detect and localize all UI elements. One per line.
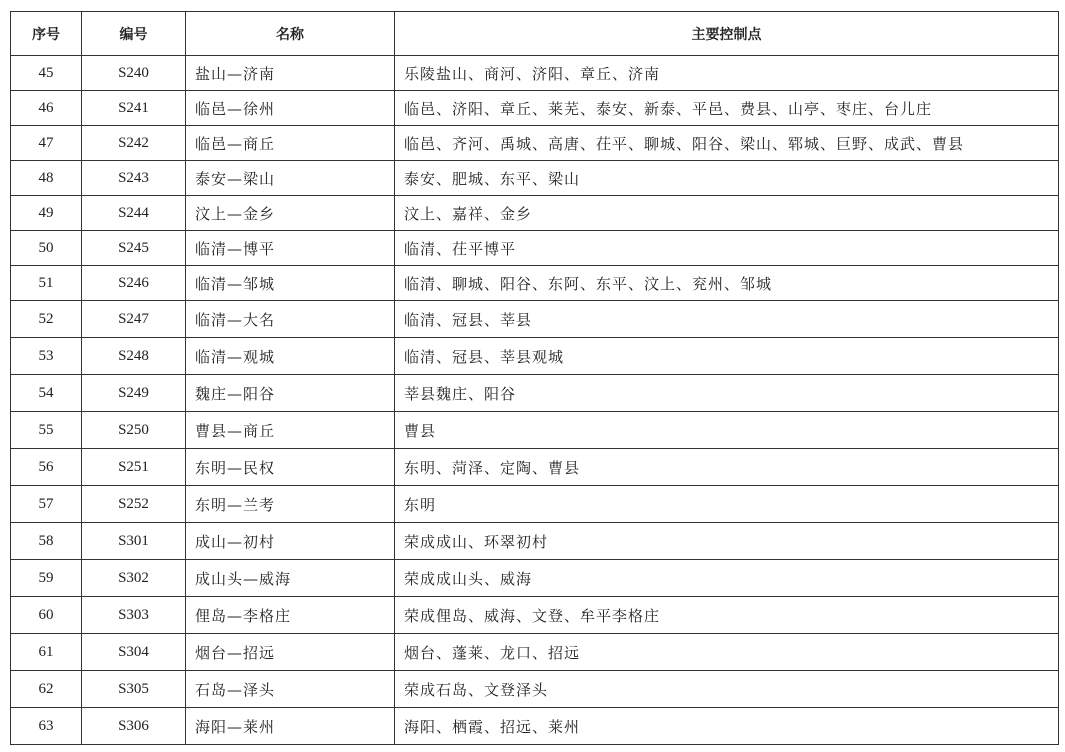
cell-name: 成山—初村 xyxy=(186,523,395,560)
cell-code: S306 xyxy=(82,708,186,745)
table-row xyxy=(11,708,1059,745)
cell-name: 魏庄—阳谷 xyxy=(186,375,395,412)
header-points: 主要控制点 xyxy=(395,12,1059,56)
cell-code: S245 xyxy=(82,231,186,266)
cell-no: 57 xyxy=(11,486,82,523)
cell-name: 汶上—金乡 xyxy=(186,196,395,231)
cell-no: 45 xyxy=(11,56,82,91)
cell-name: 盐山—济南 xyxy=(186,56,395,91)
cell-code: S243 xyxy=(82,161,186,196)
cell-points: 荣成成山头、威海 xyxy=(395,560,1059,597)
cell-code: S246 xyxy=(82,266,186,301)
cell-no: 59 xyxy=(11,560,82,597)
cell-points: 曹县 xyxy=(395,412,1059,449)
cell-name: 俚岛—李格庄 xyxy=(186,597,395,634)
cell-no: 48 xyxy=(11,161,82,196)
cell-no: 49 xyxy=(11,196,82,231)
cell-code: S241 xyxy=(82,91,186,126)
cell-name: 临邑—徐州 xyxy=(186,91,395,126)
cell-no: 60 xyxy=(11,597,82,634)
cell-code: S304 xyxy=(82,634,186,671)
cell-points: 烟台、蓬莱、龙口、招远 xyxy=(395,634,1059,671)
table-row xyxy=(11,231,1059,266)
cell-no: 51 xyxy=(11,266,82,301)
cell-points: 荣成俚岛、威海、文登、牟平李格庄 xyxy=(395,597,1059,634)
cell-code: S249 xyxy=(82,375,186,412)
cell-points: 临邑、济阳、章丘、莱芜、泰安、新泰、平邑、费县、山亭、枣庄、台儿庄 xyxy=(395,91,1059,126)
cell-no: 58 xyxy=(11,523,82,560)
cell-points: 临清、聊城、阳谷、东阿、东平、汶上、兖州、邹城 xyxy=(395,266,1059,301)
cell-name: 海阳—莱州 xyxy=(186,708,395,745)
cell-code: S303 xyxy=(82,597,186,634)
header-name: 名称 xyxy=(186,12,395,56)
table-body xyxy=(11,56,1059,745)
table-row xyxy=(11,161,1059,196)
table-row xyxy=(11,486,1059,523)
cell-name: 泰安—梁山 xyxy=(186,161,395,196)
cell-code: S247 xyxy=(82,301,186,338)
table-header xyxy=(11,12,1059,56)
cell-no: 55 xyxy=(11,412,82,449)
header-no: 序号 xyxy=(11,12,82,56)
cell-points: 荣成成山、环翠初村 xyxy=(395,523,1059,560)
cell-code: S301 xyxy=(82,523,186,560)
table-row xyxy=(11,449,1059,486)
cell-points: 临清、冠县、莘县 xyxy=(395,301,1059,338)
cell-no: 62 xyxy=(11,671,82,708)
cell-points: 汶上、嘉祥、金乡 xyxy=(395,196,1059,231)
table-row xyxy=(11,560,1059,597)
cell-points: 海阳、栖霞、招远、莱州 xyxy=(395,708,1059,745)
cell-no: 52 xyxy=(11,301,82,338)
cell-points: 东明 xyxy=(395,486,1059,523)
table-row xyxy=(11,338,1059,375)
control-points-table xyxy=(10,11,1059,745)
table-row xyxy=(11,375,1059,412)
cell-code: S244 xyxy=(82,196,186,231)
table-row xyxy=(11,56,1059,91)
cell-points: 临邑、齐河、禹城、高唐、茌平、聊城、阳谷、梁山、郓城、巨野、成武、曹县 xyxy=(395,126,1059,161)
cell-no: 61 xyxy=(11,634,82,671)
header-row xyxy=(11,12,1059,56)
cell-code: S251 xyxy=(82,449,186,486)
header-code: 编号 xyxy=(82,12,186,56)
table-row xyxy=(11,266,1059,301)
cell-name: 石岛—泽头 xyxy=(186,671,395,708)
cell-points: 莘县魏庄、阳谷 xyxy=(395,375,1059,412)
cell-name: 临邑—商丘 xyxy=(186,126,395,161)
table-row xyxy=(11,91,1059,126)
cell-name: 东明—兰考 xyxy=(186,486,395,523)
cell-name: 临清—观城 xyxy=(186,338,395,375)
cell-name: 临清—大名 xyxy=(186,301,395,338)
table-row xyxy=(11,301,1059,338)
cell-no: 47 xyxy=(11,126,82,161)
cell-name: 临清—邹城 xyxy=(186,266,395,301)
cell-name: 烟台—招远 xyxy=(186,634,395,671)
table-row xyxy=(11,126,1059,161)
table-row xyxy=(11,412,1059,449)
cell-points: 泰安、肥城、东平、梁山 xyxy=(395,161,1059,196)
cell-no: 63 xyxy=(11,708,82,745)
cell-no: 56 xyxy=(11,449,82,486)
cell-points: 临清、冠县、莘县观城 xyxy=(395,338,1059,375)
table-row xyxy=(11,671,1059,708)
table-row xyxy=(11,634,1059,671)
cell-name: 成山头—威海 xyxy=(186,560,395,597)
cell-points: 临清、茌平博平 xyxy=(395,231,1059,266)
cell-code: S248 xyxy=(82,338,186,375)
cell-code: S302 xyxy=(82,560,186,597)
cell-code: S250 xyxy=(82,412,186,449)
cell-points: 东明、菏泽、定陶、曹县 xyxy=(395,449,1059,486)
cell-code: S240 xyxy=(82,56,186,91)
table-row xyxy=(11,523,1059,560)
cell-no: 53 xyxy=(11,338,82,375)
cell-code: S242 xyxy=(82,126,186,161)
cell-no: 54 xyxy=(11,375,82,412)
cell-code: S252 xyxy=(82,486,186,523)
table-row xyxy=(11,196,1059,231)
cell-name: 东明—民权 xyxy=(186,449,395,486)
cell-name: 临清—博平 xyxy=(186,231,395,266)
cell-no: 46 xyxy=(11,91,82,126)
cell-no: 50 xyxy=(11,231,82,266)
cell-name: 曹县—商丘 xyxy=(186,412,395,449)
cell-code: S305 xyxy=(82,671,186,708)
cell-points: 荣成石岛、文登泽头 xyxy=(395,671,1059,708)
table-row xyxy=(11,597,1059,634)
cell-points: 乐陵盐山、商河、济阳、章丘、济南 xyxy=(395,56,1059,91)
